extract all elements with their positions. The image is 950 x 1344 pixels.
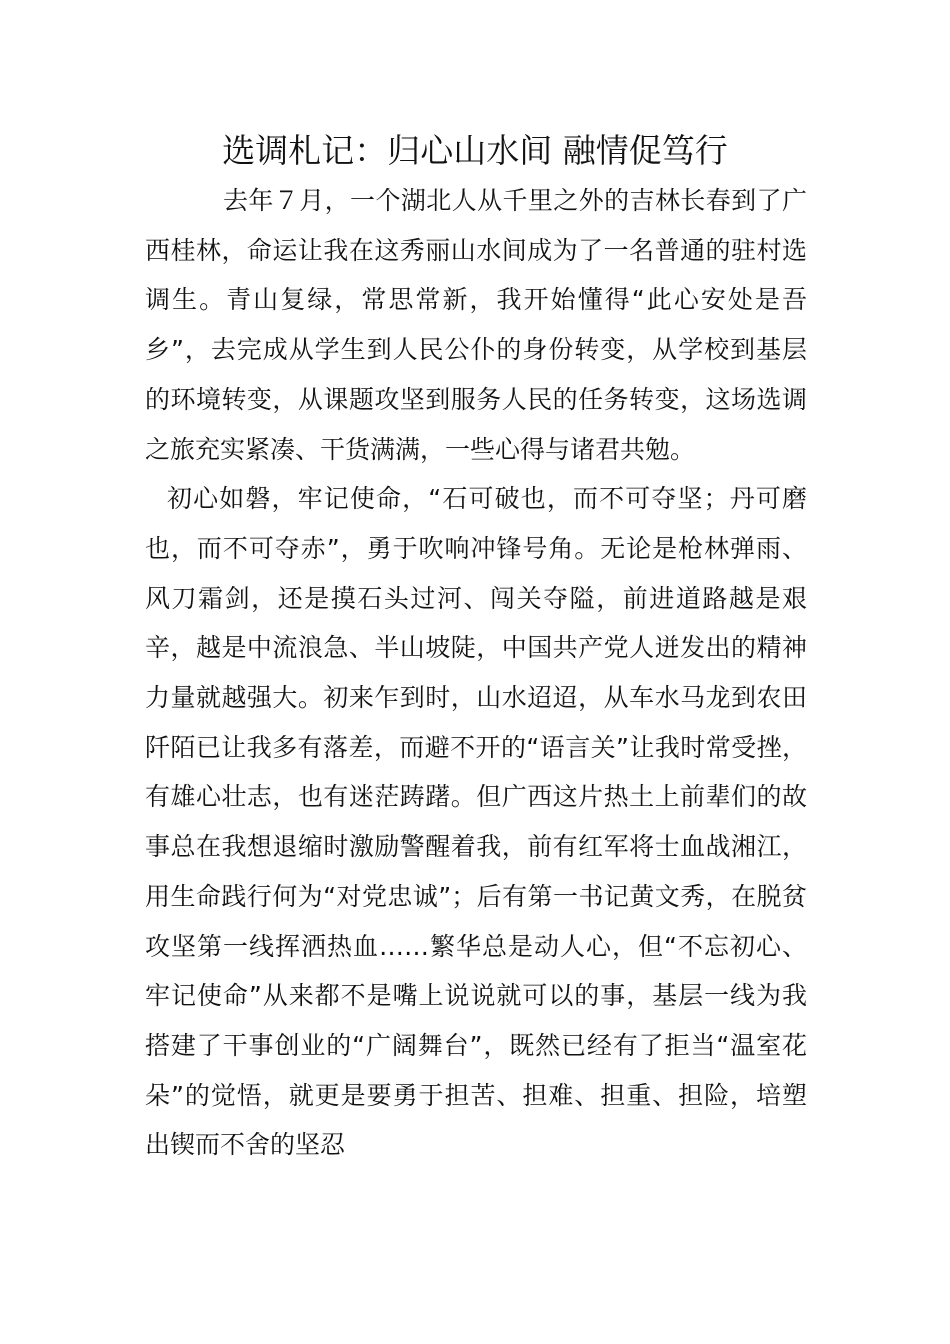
document-title: 选调札记：归心山水间 融情促笃行 [222, 131, 728, 170]
document-body [145, 176, 807, 1170]
paragraph-1: 去年７月，一个湖北人从千里之外的吉林长春到了广西桂林，命运让我在这秀丽山水间成为了一名普通的驻村选调生。青山复绿，常思常新，我开始懂得“此心安处是吾乡”，去完成从学生到人民公仆的身份转变，从学校到基层的环境转变，从课题攻坚到服务人民的任务转变，这场选调之旅充实紧凑、干货满满，一些心得与诸君共勉。 [145, 186, 807, 464]
paragraph-2: 初心如磐，牢记使命，“石可破也，而不可夺坚；丹可磨也，而不可夺赤”，勇于吹响冲锋号角。无论是枪林弹雨、风刀霜剑，还是摸石头过河、闯关夺隘，前进道路越是艰辛，越是中流浪急、半山坡陡，中国共产党人迸发出的精神力量就越强大。初来乍到时，山水迢迢，从车水马龙到农田阡陌已让我多有落差，而避不开的“语言关”让我时常受挫，有雄心壮志，也有迷茫踌躇。但广西这片热土上前辈们的故事总在我想退缩时激励警醒着我，前有红军将士血战湘江，用生命践行何为“对党忠诚”；后有第一书记黄文秀，在脱贫攻坚第一线挥洒热血……繁华总是动人心，但“不忘初心、牢记使命”从来都不是嘴上说说就可以的事，基层一线为我搭建了干事创业的“广阔舞台”，既然已经有了拒当“温室花朵”的觉悟，就更是要勇于担苦、担难、担重、担险，培塑出锲而不舍的坚忍 [145, 484, 807, 1160]
